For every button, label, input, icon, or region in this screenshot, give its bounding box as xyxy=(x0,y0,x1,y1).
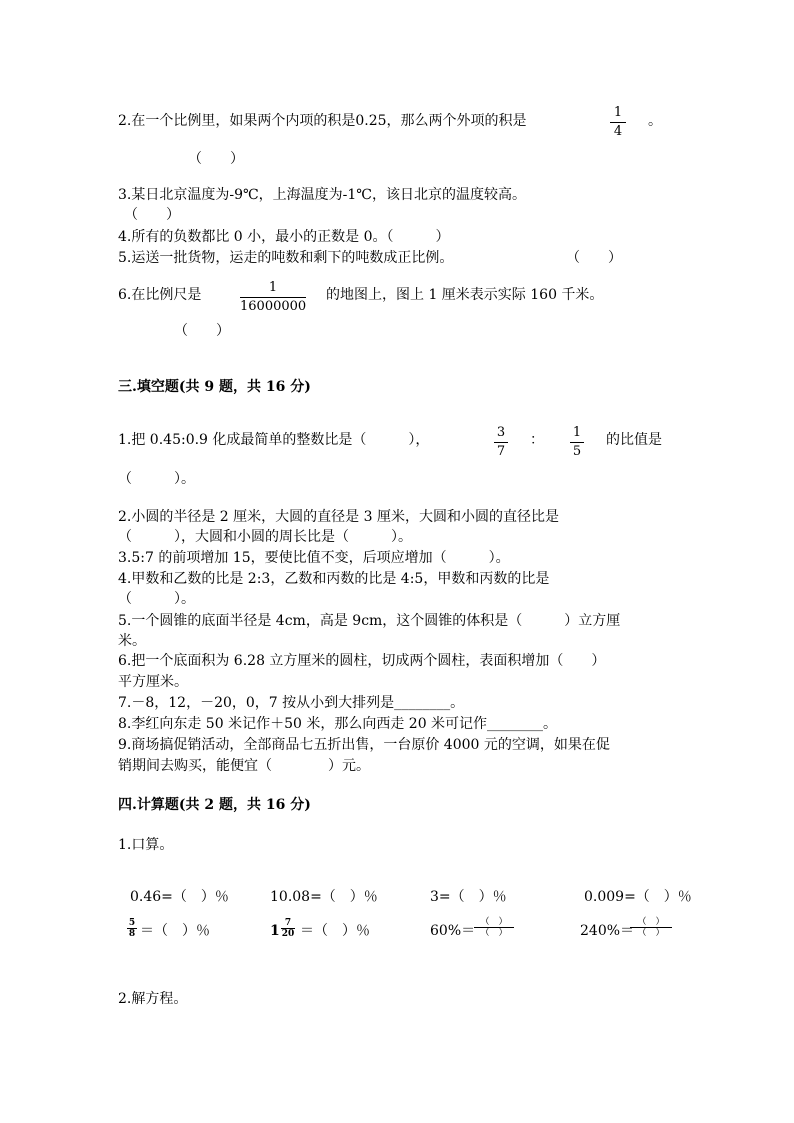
fill-q7-line1: 7.－8，12，－20，0，7 按从小到大排列是________。 xyxy=(118,695,465,711)
fraction-numerator: 3 xyxy=(496,425,506,440)
calc-row2-d-fraction xyxy=(630,917,672,938)
calc-row1-item-3: 3=（ ）％ xyxy=(430,889,507,905)
fraction-numerator: 1 xyxy=(268,280,278,295)
judge-q6-scale-fraction xyxy=(240,280,306,315)
calc-row1-item-4: 0.009=（ ）％ xyxy=(584,889,692,905)
calc-row2-b-fraction xyxy=(281,918,295,939)
fill-q5-line2: 米。 xyxy=(118,633,146,649)
judge-q2-fraction xyxy=(610,105,626,140)
fill-q1-fraction-2 xyxy=(570,425,584,460)
fill-q1-text-b: 的比值是 xyxy=(606,432,662,448)
calc-row1-item-1: 0.46=（ ）％ xyxy=(130,889,229,905)
section3-heading: 三.填空题(共 9 题，共 16 分) xyxy=(118,379,311,395)
calc-row2-b-rest: ＝（ ）％ xyxy=(300,923,370,939)
judge-q5-answer-paren[interactable]: （ ） xyxy=(566,250,622,266)
fraction-numerator: 1 xyxy=(572,425,582,440)
calc-row2-c-text: 60%＝ xyxy=(430,923,476,939)
calc-row2-b-whole: 1 xyxy=(270,923,280,939)
fraction-numerator: 1 xyxy=(613,105,623,120)
calc-row2-a-rest: ＝（ ）％ xyxy=(140,923,210,939)
fill-q2-line1: 2.小圆的半径是 2 厘米，大圆的直径是 3 厘米，大圆和小圆的直径比是 xyxy=(118,509,559,525)
judge-q2-answer-paren[interactable]: （ ） xyxy=(188,151,244,167)
calc-q2-label: 2.解方程。 xyxy=(118,991,188,1007)
calc-row2-a-fraction xyxy=(127,918,137,939)
fraction-denominator: （ ） xyxy=(637,928,665,938)
fraction-denominator: 7 xyxy=(496,444,506,459)
judge-q4-text: 4.所有的负数都比 0 小，最小的正数是 0。（ ） xyxy=(118,229,450,245)
fill-q1-fraction-1 xyxy=(494,425,508,460)
fraction-denominator: （ ） xyxy=(480,928,508,938)
judge-q2-text: 2.在一个比例里，如果两个内项的积是0.25，那么两个外项的积是 xyxy=(118,113,527,129)
judge-q3-answer-paren[interactable]: （ ） xyxy=(124,207,180,223)
fraction-numerator: （ ） xyxy=(637,917,665,927)
fill-q9-line2: 销期间去购买，能便宜（ ）元。 xyxy=(118,758,370,774)
judge-q5-text: 5.运送一批货物，运走的吨数和剩下的吨数成正比例。 xyxy=(118,250,454,266)
fraction-denominator: 8 xyxy=(128,929,136,939)
fill-q8-line1: 8.李红向东走 50 米记作＋50 米，那么向西走 20 米可记作________。 xyxy=(118,716,558,732)
fill-q1-line2: （ ）。 xyxy=(118,471,195,487)
fraction-bar xyxy=(610,122,626,123)
fraction-bar xyxy=(494,442,508,443)
section4-heading: 四.计算题(共 2 题，共 16 分) xyxy=(118,797,311,813)
fill-q6-line2: 平方厘米。 xyxy=(118,674,188,690)
fraction-numerator: 7 xyxy=(284,918,292,928)
fraction-bar xyxy=(240,297,306,298)
fraction-denominator: 5 xyxy=(572,444,582,459)
fill-q3-line1: 3.5:7 的前项增加 15，要使比值不变，后项应增加（ ）。 xyxy=(118,550,510,566)
fill-q4-line2: （ ）。 xyxy=(118,591,195,607)
fraction-denominator: 4 xyxy=(613,124,623,139)
fraction-numerator: 5 xyxy=(128,918,136,928)
fraction-numerator: （ ） xyxy=(480,917,508,927)
calc-row2-c-fraction xyxy=(474,917,514,938)
judge-q2-end: 。 xyxy=(648,113,662,129)
calc-row2-d-text: 240%＝ xyxy=(580,923,635,939)
fraction-bar xyxy=(570,442,584,443)
judge-q6-text-a: 6.在比例尺是 xyxy=(118,287,202,303)
fill-q5-line1: 5.一个圆锥的底面半径是 4cm，高是 9cm，这个圆锥的体积是（ ）立方厘 xyxy=(118,613,621,629)
fill-q1-text-a: 1.把 0.45:0.9 化成最简单的整数比是（ ）， xyxy=(118,432,430,448)
fraction-denominator: 20 xyxy=(281,929,295,939)
judge-q3-text: 3.某日北京温度为-9℃，上海温度为-1℃，该日北京的温度较高。 xyxy=(118,187,526,203)
fill-q4-line1: 4.甲数和乙数的比是 2:3，乙数和丙数的比是 4:5，甲数和丙数的比是 xyxy=(118,571,550,587)
judge-q6-answer-paren[interactable]: （ ） xyxy=(174,323,230,339)
judge-q6-text-b: 的地图上，图上 1 厘米表示实际 160 千米。 xyxy=(326,287,604,303)
calc-q1-label: 1.口算。 xyxy=(118,837,174,853)
fill-q2-line2: （ ），大圆和小圆的周长比是（ ）。 xyxy=(118,529,412,545)
calc-row1-item-2: 10.08=（ ）％ xyxy=(270,889,378,905)
fill-q9-line1: 9.商场搞促销活动，全部商品七五折出售，一台原价 4000 元的空调，如果在促 xyxy=(118,737,610,753)
fill-q1-colon: ： xyxy=(530,432,544,448)
fill-q6-line1: 6.把一个底面积为 6.28 立方厘米的圆柱，切成两个圆柱，表面积增加（ ） xyxy=(118,653,606,669)
fraction-denominator: 16000000 xyxy=(240,299,307,314)
